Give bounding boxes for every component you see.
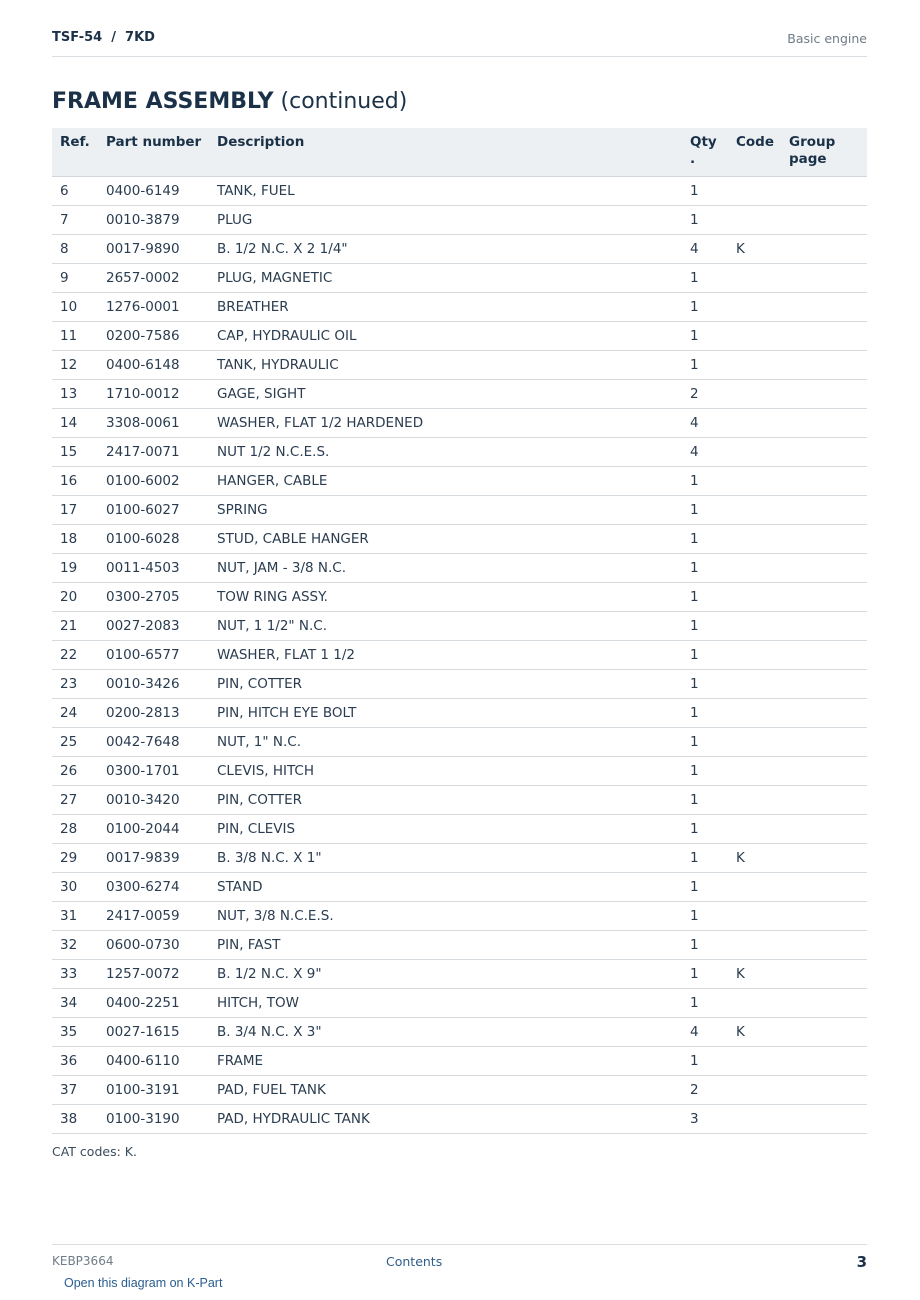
cell-part-number: 0300-6274: [98, 873, 209, 902]
cell-part-number: 0011-4503: [98, 554, 209, 583]
section-name: Basic engine: [787, 31, 867, 46]
cell-qty: 1: [682, 264, 728, 293]
cell-group-page: [781, 322, 867, 351]
cell-code: [728, 583, 781, 612]
cell-description: HANGER, CABLE: [209, 467, 682, 496]
table-row: [52, 873, 867, 902]
cell-part-number: 0300-2705: [98, 583, 209, 612]
cell-part-number: 0400-6110: [98, 1047, 209, 1076]
cell-code: [728, 1047, 781, 1076]
cell-ref: 15: [52, 438, 98, 467]
table-row: [52, 931, 867, 960]
cell-qty: 4: [682, 1018, 728, 1047]
cell-qty: 1: [682, 902, 728, 931]
cell-code: [728, 699, 781, 728]
cell-code: [728, 409, 781, 438]
cell-part-number: 1276-0001: [98, 293, 209, 322]
cell-ref: 30: [52, 873, 98, 902]
table-row: [52, 641, 867, 670]
cell-description: B. 3/4 N.C. X 3": [209, 1018, 682, 1047]
cell-code: [728, 989, 781, 1018]
cell-part-number: 0100-3191: [98, 1076, 209, 1105]
table-row: [52, 670, 867, 699]
parts-table: [52, 128, 867, 1134]
cell-ref: 29: [52, 844, 98, 873]
cell-code: [728, 902, 781, 931]
cell-qty: 2: [682, 380, 728, 409]
cell-description: CLEVIS, HITCH: [209, 757, 682, 786]
cell-code: [728, 293, 781, 322]
cell-ref: 18: [52, 525, 98, 554]
cell-qty: 3: [682, 1105, 728, 1134]
cell-qty: 1: [682, 525, 728, 554]
cell-ref: 33: [52, 960, 98, 989]
table-row: [52, 989, 867, 1018]
cell-ref: 11: [52, 322, 98, 351]
cell-qty: 2: [682, 1076, 728, 1105]
table-row: [52, 264, 867, 293]
cell-qty: 1: [682, 612, 728, 641]
cell-qty: 4: [682, 235, 728, 264]
cell-part-number: 3308-0061: [98, 409, 209, 438]
cell-description: BREATHER: [209, 293, 682, 322]
cell-ref: 8: [52, 235, 98, 264]
cell-ref: 31: [52, 902, 98, 931]
cell-part-number: 0100-2044: [98, 815, 209, 844]
cell-ref: 20: [52, 583, 98, 612]
cell-part-number: 0100-6577: [98, 641, 209, 670]
cell-group-page: [781, 409, 867, 438]
cell-description: PLUG, MAGNETIC: [209, 264, 682, 293]
cell-group-page: [781, 815, 867, 844]
cell-group-page: [781, 786, 867, 815]
cell-group-page: [781, 496, 867, 525]
cell-group-page: [781, 525, 867, 554]
cell-ref: 26: [52, 757, 98, 786]
cell-qty: 1: [682, 989, 728, 1018]
cell-description: PIN, COTTER: [209, 786, 682, 815]
cell-description: PIN, HITCH EYE BOLT: [209, 699, 682, 728]
table-row: [52, 1105, 867, 1134]
cell-group-page: [781, 902, 867, 931]
cell-group-page: [781, 989, 867, 1018]
table-row: [52, 293, 867, 322]
cell-description: TOW RING ASSY.: [209, 583, 682, 612]
cell-qty: 1: [682, 815, 728, 844]
cell-group-page: [781, 1047, 867, 1076]
contents-link[interactable]: Contents: [386, 1254, 443, 1269]
cell-code: [728, 206, 781, 235]
cell-description: FRAME: [209, 1047, 682, 1076]
cell-qty: 1: [682, 728, 728, 757]
cell-part-number: 0200-7586: [98, 322, 209, 351]
cell-ref: 22: [52, 641, 98, 670]
cat-codes-note: CAT codes: K.: [52, 1144, 137, 1159]
table-row: [52, 322, 867, 351]
cell-description: GAGE, SIGHT: [209, 380, 682, 409]
header-code: Code: [728, 128, 781, 177]
cell-group-page: [781, 757, 867, 786]
cell-qty: 1: [682, 1047, 728, 1076]
cell-group-page: [781, 612, 867, 641]
cell-part-number: 0010-3426: [98, 670, 209, 699]
cell-code: [728, 467, 781, 496]
cell-group-page: [781, 293, 867, 322]
table-row: [52, 1076, 867, 1105]
table-row: [52, 583, 867, 612]
cell-code: [728, 264, 781, 293]
cell-code: [728, 670, 781, 699]
cell-code: [728, 931, 781, 960]
cell-group-page: [781, 438, 867, 467]
cell-part-number: 0027-1615: [98, 1018, 209, 1047]
table-row: [52, 612, 867, 641]
document-id: TSF-54 / 7KD: [52, 30, 155, 45]
cell-description: TANK, FUEL: [209, 177, 682, 206]
cell-code: [728, 815, 781, 844]
cell-description: STUD, CABLE HANGER: [209, 525, 682, 554]
table-row: [52, 525, 867, 554]
cell-ref: 14: [52, 409, 98, 438]
header-group-page: Group page: [781, 128, 867, 177]
cell-code: K: [728, 235, 781, 264]
cell-group-page: [781, 235, 867, 264]
cell-group-page: [781, 177, 867, 206]
cell-description: HITCH, TOW: [209, 989, 682, 1018]
cell-ref: 21: [52, 612, 98, 641]
cell-code: K: [728, 844, 781, 873]
cell-code: [728, 438, 781, 467]
cell-part-number: 0010-3420: [98, 786, 209, 815]
table-row: [52, 728, 867, 757]
cell-ref: 24: [52, 699, 98, 728]
cell-group-page: [781, 206, 867, 235]
cell-code: [728, 351, 781, 380]
cell-part-number: 2657-0002: [98, 264, 209, 293]
cell-ref: 19: [52, 554, 98, 583]
cell-code: [728, 873, 781, 902]
cell-description: NUT 1/2 N.C.E.S.: [209, 438, 682, 467]
title-suffix: (continued): [273, 89, 408, 114]
page-number: 3: [856, 1253, 867, 1271]
cell-qty: 1: [682, 873, 728, 902]
cell-code: K: [728, 1018, 781, 1047]
cell-description: PIN, CLEVIS: [209, 815, 682, 844]
cell-qty: 1: [682, 496, 728, 525]
header-ref: Ref.: [52, 128, 98, 177]
cell-description: PAD, FUEL TANK: [209, 1076, 682, 1105]
cell-code: [728, 496, 781, 525]
cell-description: WASHER, FLAT 1 1/2: [209, 641, 682, 670]
cell-part-number: 0400-2251: [98, 989, 209, 1018]
cell-qty: 1: [682, 844, 728, 873]
cell-group-page: [781, 699, 867, 728]
cell-group-page: [781, 467, 867, 496]
cell-part-number: 0100-3190: [98, 1105, 209, 1134]
header-qty: Qty .: [682, 128, 728, 177]
cell-ref: 35: [52, 1018, 98, 1047]
cell-ref: 12: [52, 351, 98, 380]
table-row: [52, 496, 867, 525]
cell-description: CAP, HYDRAULIC OIL: [209, 322, 682, 351]
cell-qty: 1: [682, 467, 728, 496]
table-row: [52, 844, 867, 873]
table-row: [52, 351, 867, 380]
cell-ref: 10: [52, 293, 98, 322]
cell-code: [728, 757, 781, 786]
table-row: [52, 235, 867, 264]
cell-group-page: [781, 380, 867, 409]
cell-part-number: 0017-9839: [98, 844, 209, 873]
cell-part-number: 2417-0059: [98, 902, 209, 931]
cell-group-page: [781, 554, 867, 583]
page-footer: [52, 1244, 867, 1275]
cell-description: SPRING: [209, 496, 682, 525]
table-row: [52, 409, 867, 438]
cell-description: PAD, HYDRAULIC TANK: [209, 1105, 682, 1134]
cell-qty: 4: [682, 438, 728, 467]
cell-qty: 1: [682, 554, 728, 583]
cell-code: [728, 554, 781, 583]
cell-group-page: [781, 641, 867, 670]
cell-ref: 25: [52, 728, 98, 757]
cell-part-number: 0100-6002: [98, 467, 209, 496]
cell-ref: 23: [52, 670, 98, 699]
page-title: [52, 89, 407, 114]
table-row: [52, 554, 867, 583]
cell-group-page: [781, 931, 867, 960]
cell-description: PIN, FAST: [209, 931, 682, 960]
cell-description: PIN, COTTER: [209, 670, 682, 699]
cell-part-number: 0027-2083: [98, 612, 209, 641]
cell-group-page: [781, 351, 867, 380]
cell-qty: 1: [682, 583, 728, 612]
cell-ref: 28: [52, 815, 98, 844]
cell-description: WASHER, FLAT 1/2 HARDENED: [209, 409, 682, 438]
cell-qty: 1: [682, 206, 728, 235]
table-row: [52, 699, 867, 728]
header-description: Description: [209, 128, 682, 177]
page-header: [52, 28, 867, 57]
cell-qty: 1: [682, 786, 728, 815]
cell-part-number: 0200-2813: [98, 699, 209, 728]
cell-description: B. 1/2 N.C. X 9": [209, 960, 682, 989]
cell-ref: 6: [52, 177, 98, 206]
cell-ref: 27: [52, 786, 98, 815]
cell-code: [728, 525, 781, 554]
cell-group-page: [781, 728, 867, 757]
cell-part-number: 0400-6149: [98, 177, 209, 206]
cell-description: NUT, JAM - 3/8 N.C.: [209, 554, 682, 583]
cell-description: STAND: [209, 873, 682, 902]
cell-ref: 34: [52, 989, 98, 1018]
cell-part-number: 0010-3879: [98, 206, 209, 235]
cell-ref: 16: [52, 467, 98, 496]
cell-ref: 37: [52, 1076, 98, 1105]
table-row: [52, 177, 867, 206]
table-row: [52, 960, 867, 989]
table-row: [52, 380, 867, 409]
cell-part-number: 2417-0071: [98, 438, 209, 467]
cell-qty: 1: [682, 177, 728, 206]
table-row: [52, 815, 867, 844]
table-row: [52, 438, 867, 467]
cell-part-number: 0042-7648: [98, 728, 209, 757]
cell-ref: 13: [52, 380, 98, 409]
cell-qty: 1: [682, 699, 728, 728]
cell-qty: 1: [682, 931, 728, 960]
cell-description: B. 1/2 N.C. X 2 1/4": [209, 235, 682, 264]
cell-part-number: 1710-0012: [98, 380, 209, 409]
table-row: [52, 1018, 867, 1047]
cell-part-number: 0017-9890: [98, 235, 209, 264]
cell-qty: 1: [682, 757, 728, 786]
cell-qty: 1: [682, 322, 728, 351]
cell-description: B. 3/8 N.C. X 1": [209, 844, 682, 873]
cell-code: [728, 322, 781, 351]
cell-group-page: [781, 960, 867, 989]
cell-description: PLUG: [209, 206, 682, 235]
cell-ref: 36: [52, 1047, 98, 1076]
table-row: [52, 206, 867, 235]
cell-part-number: 1257-0072: [98, 960, 209, 989]
cell-ref: 7: [52, 206, 98, 235]
cell-part-number: 0100-6028: [98, 525, 209, 554]
cell-code: [728, 380, 781, 409]
cell-group-page: [781, 583, 867, 612]
table-row: [52, 1047, 867, 1076]
cell-code: [728, 1105, 781, 1134]
cell-code: [728, 786, 781, 815]
cell-group-page: [781, 264, 867, 293]
cell-ref: 38: [52, 1105, 98, 1134]
cell-qty: 1: [682, 351, 728, 380]
table-row: [52, 467, 867, 496]
cell-qty: 4: [682, 409, 728, 438]
cell-description: NUT, 1 1/2" N.C.: [209, 612, 682, 641]
cell-part-number: 0300-1701: [98, 757, 209, 786]
cell-qty: 1: [682, 960, 728, 989]
cell-description: NUT, 3/8 N.C.E.S.: [209, 902, 682, 931]
header-part-number: Part number: [98, 128, 209, 177]
table-row: [52, 757, 867, 786]
cell-code: [728, 1076, 781, 1105]
table-row: [52, 786, 867, 815]
cell-code: [728, 612, 781, 641]
cell-qty: 1: [682, 641, 728, 670]
cell-ref: 17: [52, 496, 98, 525]
cell-part-number: 0400-6148: [98, 351, 209, 380]
cell-group-page: [781, 1076, 867, 1105]
cell-qty: 1: [682, 670, 728, 699]
table-row: [52, 902, 867, 931]
cell-qty: 1: [682, 293, 728, 322]
table-body: [52, 177, 867, 1134]
cell-group-page: [781, 844, 867, 873]
cell-code: [728, 641, 781, 670]
cell-group-page: [781, 873, 867, 902]
footer-document-code: KEBP3664: [52, 1254, 114, 1268]
cell-code: K: [728, 960, 781, 989]
cell-description: NUT, 1" N.C.: [209, 728, 682, 757]
cell-ref: 32: [52, 931, 98, 960]
cell-group-page: [781, 1018, 867, 1047]
cell-part-number: 0100-6027: [98, 496, 209, 525]
title-main: FRAME ASSEMBLY: [52, 89, 274, 114]
cell-code: [728, 177, 781, 206]
cell-description: TANK, HYDRAULIC: [209, 351, 682, 380]
cell-ref: 9: [52, 264, 98, 293]
cell-group-page: [781, 1105, 867, 1134]
table-header-row: [52, 128, 867, 177]
open-diagram-link[interactable]: Open this diagram on K-Part: [64, 1276, 223, 1290]
cell-part-number: 0600-0730: [98, 931, 209, 960]
cell-code: [728, 728, 781, 757]
cell-group-page: [781, 670, 867, 699]
